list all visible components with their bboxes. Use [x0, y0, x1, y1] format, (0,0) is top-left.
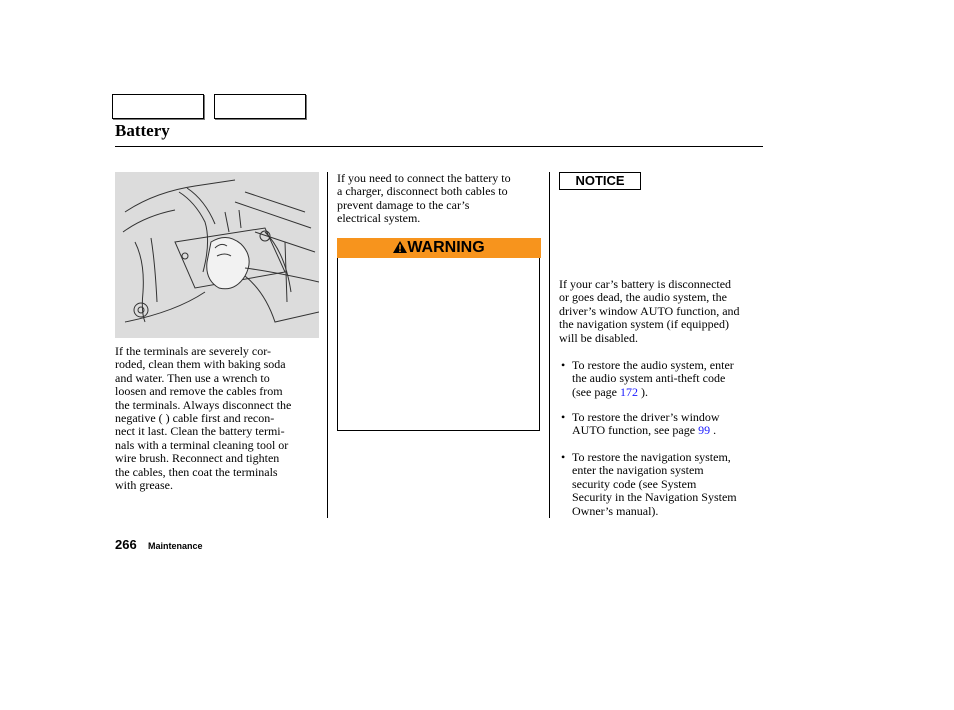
text-line: enter the navigation system: [572, 463, 704, 478]
right-paragraph: [559, 278, 763, 345]
title-rule: [115, 146, 763, 147]
text-fragment: .: [710, 423, 717, 438]
text-line: Security in the Navigation System: [572, 490, 737, 505]
text-line: If your car’s battery is disconnected: [559, 277, 732, 291]
text-fragment: ).: [637, 384, 648, 399]
bullet-icon: •: [561, 410, 566, 424]
text-line: prevent damage to the car’s: [337, 197, 470, 212]
column-divider-1: [327, 172, 328, 518]
left-paragraph: [115, 345, 323, 492]
section-name: Maintenance: [148, 541, 203, 551]
bullet-icon: •: [561, 358, 566, 372]
text-line: negative ( ) cable first and recon-: [115, 411, 275, 426]
page-title: Battery: [115, 121, 170, 140]
text-line: To restore the audio system, enter: [572, 358, 734, 372]
text-line: electrical system.: [337, 211, 421, 226]
bullet-icon: •: [561, 450, 566, 464]
text-line: security code (see System: [572, 476, 697, 491]
nav-box-next[interactable]: [214, 94, 306, 119]
text-line: a charger, disconnect both cables to: [337, 184, 508, 199]
text-line: and water. Then use a wrench to: [115, 370, 270, 385]
text-line: the cables, then coat the terminals: [115, 464, 278, 479]
text-line: nect it last. Clean the battery termi-: [115, 424, 285, 439]
text-line: driver’s window AUTO function, and: [559, 303, 740, 318]
text-line: with grease.: [115, 478, 173, 493]
notice-label: NOTICE: [559, 172, 641, 190]
text-line: To restore the navigation system,: [572, 450, 731, 464]
warning-triangle-icon: [393, 241, 407, 253]
page-172-link[interactable]: 172: [619, 384, 638, 399]
page-99-link[interactable]: 99: [698, 423, 711, 438]
text-line: nals with a terminal cleaning tool or: [115, 437, 289, 452]
bullet-item-audio: [559, 359, 764, 399]
text-line: roded, clean them with baking soda: [115, 357, 286, 372]
text-line: the audio system anti-theft code: [572, 371, 726, 386]
page-number: 266: [115, 537, 137, 552]
text-line: If you need to connect the battery to: [337, 171, 511, 185]
text-line: will be disabled.: [559, 330, 638, 345]
bullet-item-window: [559, 411, 764, 438]
text-line: If the terminals are severely cor-: [115, 344, 272, 358]
bullet-item-navigation: [559, 451, 764, 518]
text-line: To restore the driver’s window: [572, 410, 720, 424]
nav-box-previous[interactable]: [112, 94, 204, 119]
text-fragment: (see page: [572, 384, 620, 399]
text-line: the navigation system (if equipped): [559, 317, 729, 332]
text-line: Owner’s manual).: [572, 503, 659, 518]
text-line: [572, 424, 764, 437]
warning-banner: [337, 238, 541, 258]
warning-label: WARNING: [407, 239, 485, 256]
battery-illustration: [115, 172, 319, 338]
text-line: wire brush. Reconnect and tighten: [115, 451, 280, 466]
text-fragment: AUTO function, see page: [572, 423, 699, 438]
middle-paragraph: [337, 172, 543, 226]
text-line: the terminals. Always disconnect the: [115, 397, 292, 412]
warning-box: [337, 238, 540, 431]
text-line: loosen and remove the cables from: [115, 384, 283, 399]
column-divider-2: [549, 172, 550, 518]
text-line: [572, 386, 764, 399]
text-line: or goes dead, the audio system, the: [559, 290, 727, 305]
